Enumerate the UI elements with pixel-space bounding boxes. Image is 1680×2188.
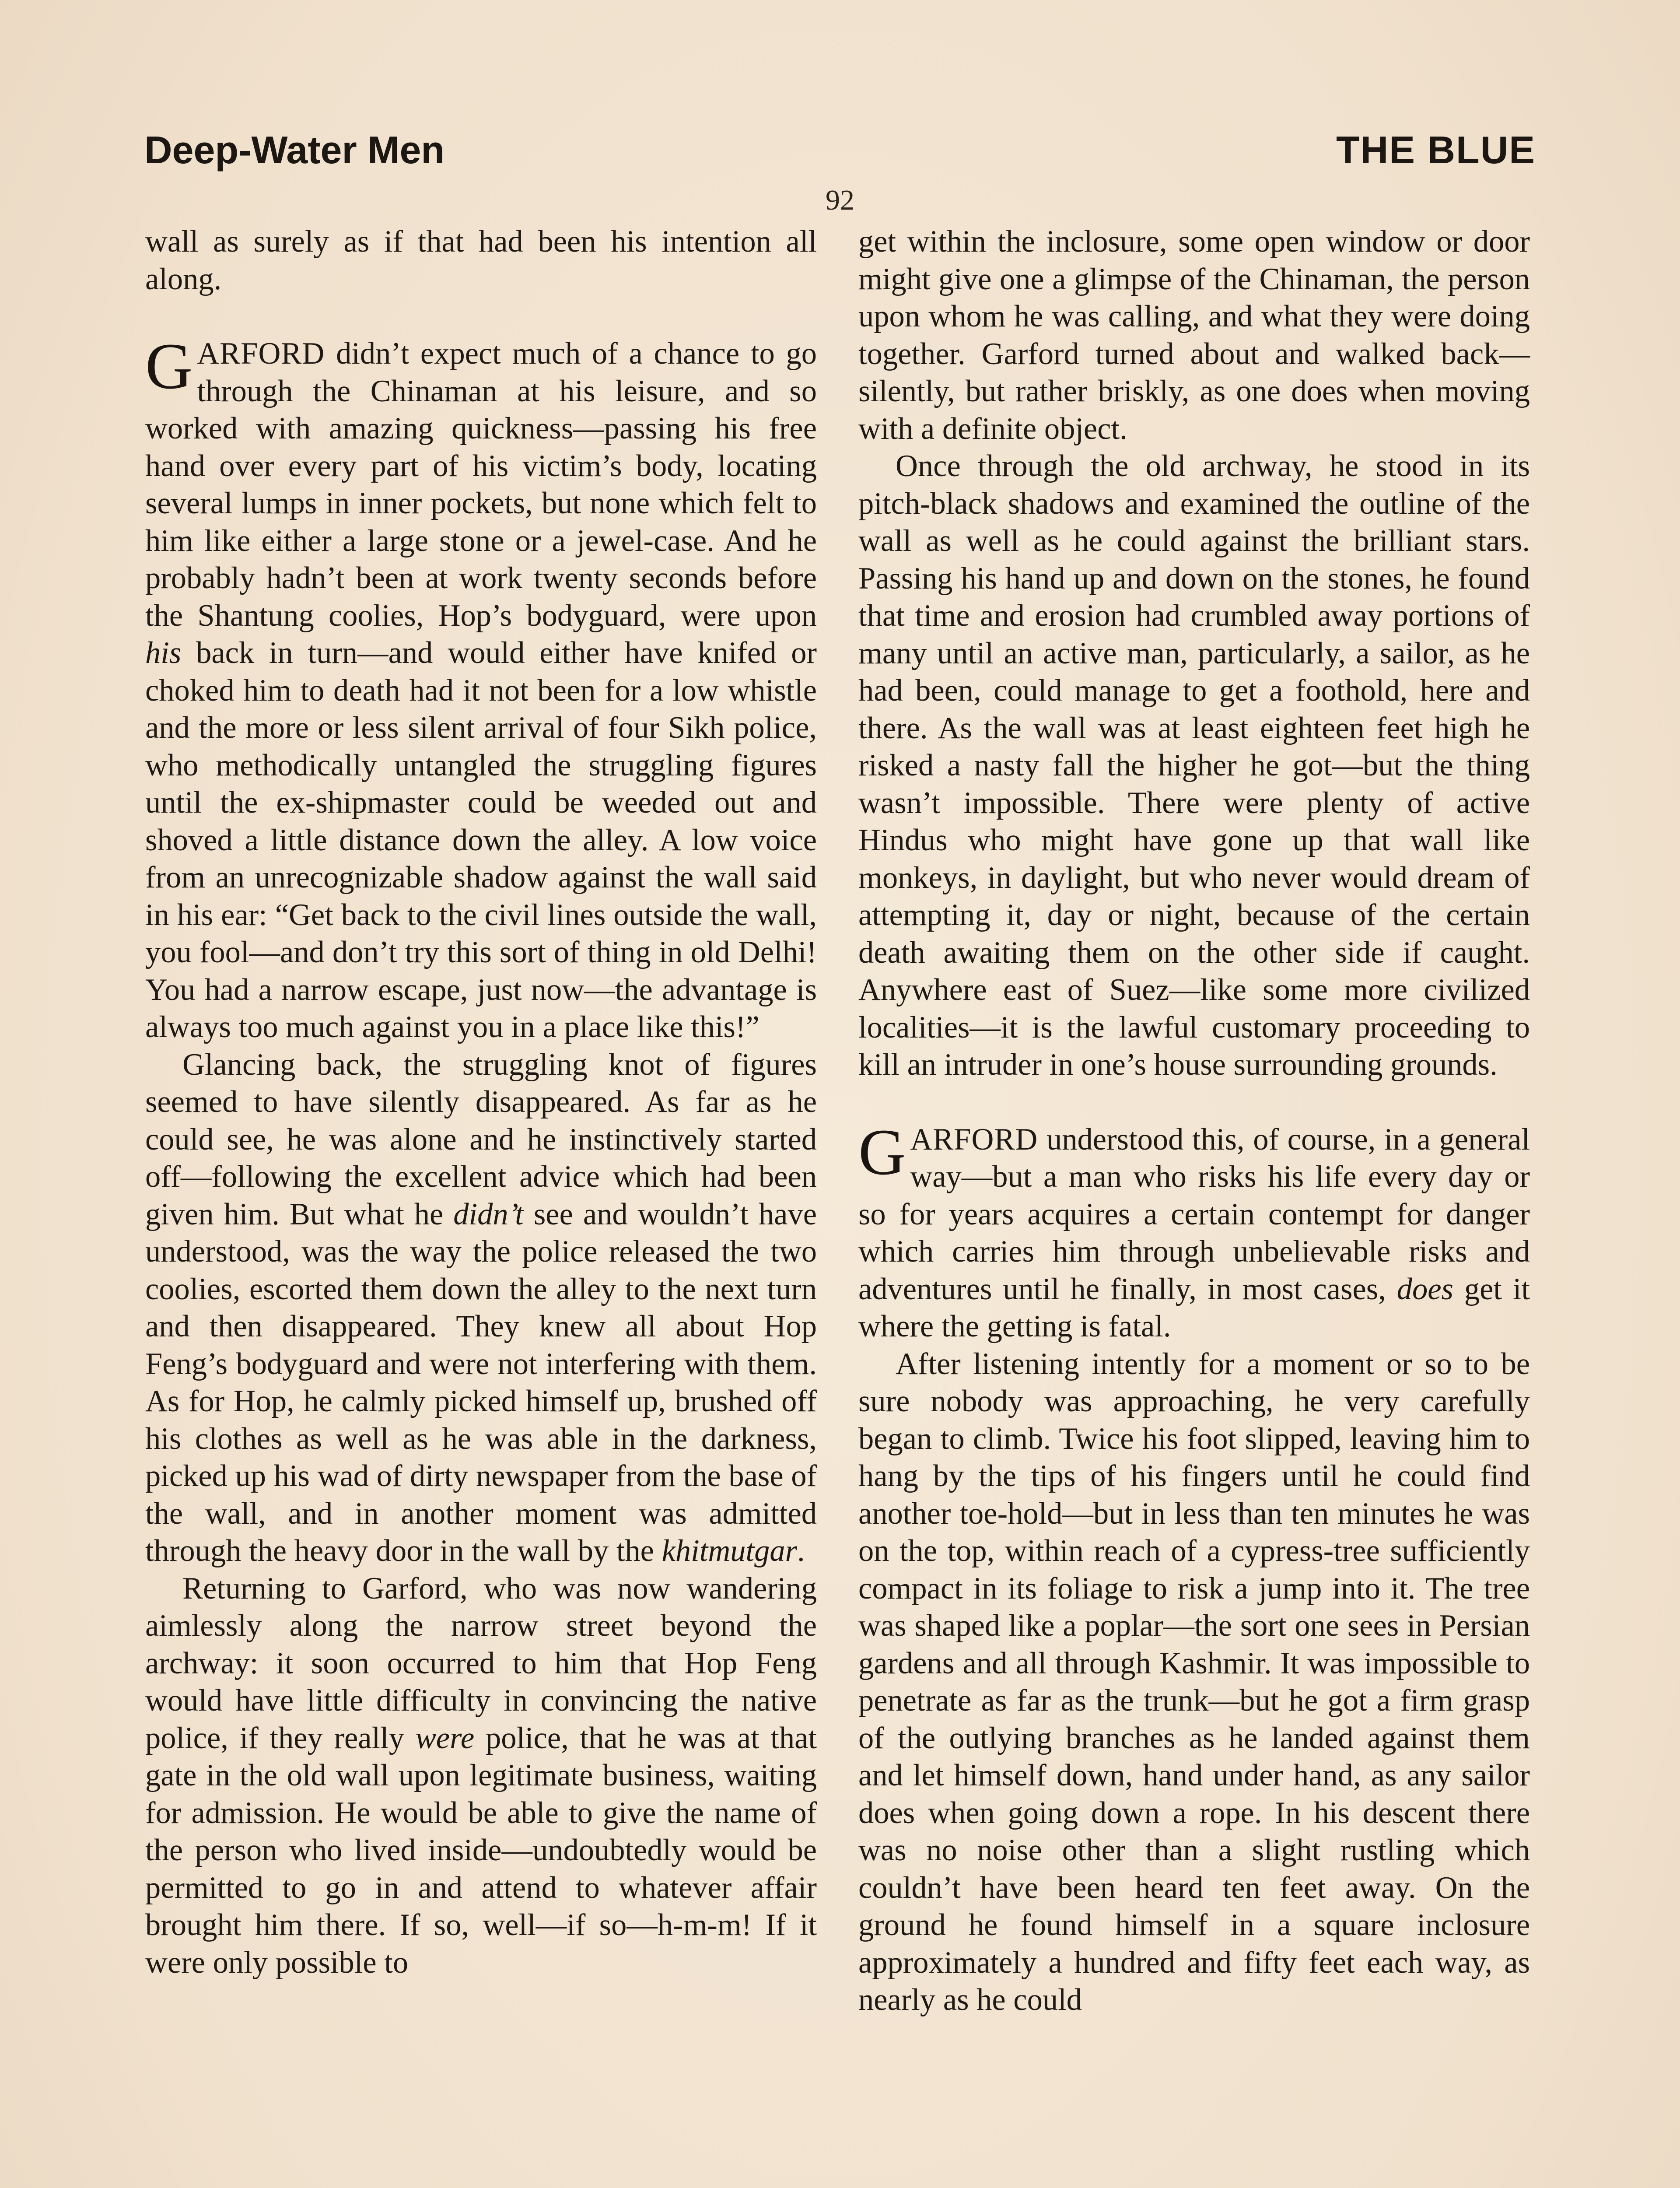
running-head-magazine: THE BLUE xyxy=(1336,128,1536,172)
running-head-title: Deep-Water Men xyxy=(144,128,445,172)
paragraph-text: see and wouldn’t have understood, was the way the police released the two coolies, escorted them down the alley to the next turn and then disappeared. They knew all about Hop Feng’s bodyguard and were not interfering with them. As for Hop, he calmly picked himself up, brushed off his clothes as well as he was able in the darkness, picked up his wad of dirty newspaper from the base of the wall, and in another moment was admitted through the heavy door in the wall by the xyxy=(145,1197,817,1568)
paragraph-dropcap xyxy=(858,1115,1530,1346)
italic-word: didn’t xyxy=(453,1197,524,1231)
italic-word: does xyxy=(1396,1272,1453,1306)
paragraph xyxy=(145,1570,817,1982)
paragraph: Once through the old archway, he stood in its pitch-black shadows and examined the outline of the wall as well as he could against the brilliant stars. Passing his hand up and down on the stones, he found that time and erosion had crumbled away portions of many until an active man, particularly, a sailor, as he had been, could manage to get a foothold, here and there. As the wall was at least eighteen feet high he risked a nasty fall the higher he got—but the thing wasn’t impossible. There were plenty of active Hindus who might have gone up that wall like monkeys, in daylight, but who never would dream of attempting it, day or night, because of the certain death awaiting them on the other side if caught. Anywhere east of Suez—like some more civilized localities—it is the lawful customary proceeding to kill an intruder in one’s house surrounding grounds. xyxy=(858,449,1530,1082)
italic-word: his xyxy=(145,636,182,670)
page-number: 92 xyxy=(826,184,854,216)
left-column xyxy=(145,223,817,1981)
right-column xyxy=(858,223,1530,2019)
italic-word: were xyxy=(415,1721,475,1755)
paragraph-text: get it where the getting is fatal. xyxy=(858,1272,1530,1343)
paragraph: wall as surely as if that had been his intention all along. xyxy=(145,224,817,296)
italic-word: khitmutgar xyxy=(662,1534,798,1568)
drop-cap: G xyxy=(145,330,193,403)
drop-cap: G xyxy=(858,1115,906,1189)
paragraph: get within the inclosure, some open window or door might give one a glimpse of the Chinaman, the person upon whom he was calling, and what they were doing together. Garford turned about and walked back—silently, but rather briskly, as one does when moving with a definite object. xyxy=(858,224,1530,446)
paragraph-text: didn’t expect much of a chance to go through the Chinaman at his leisure, and so worked with amazing quickness—passing his free hand over every part of his victim’s body, locating several lumps in inner pockets, but none which felt to him like either a large stone or a jewel-case. And he probably hadn’t been at work twenty seconds before the Shantung coolies, Hop’s bodyguard, were upon xyxy=(145,337,817,633)
paragraph-text: Returning to Garford, who was now wandering aimlessly along the narrow street beyond the archway: it soon occurred to him that Hop Feng would have little difficulty in convincing the native police, if they really xyxy=(145,1571,817,1755)
paragraph xyxy=(145,1046,817,1570)
paragraph-text: police, that he was at that gate in the old wall upon legitimate business, waiting for admission. He would be able to give the name of the person who lived inside—undoubtedly would be permitted to go in and attend to whatever affair brought him there. If so, well—if so—h-m-m! If it were only possible to xyxy=(145,1721,817,1980)
paragraph: After listening intently for a moment or so to be sure nobody was approaching, he very carefully began to climb. Twice his foot slipped, leaving him to hang by the tips of his fingers until he could find another toe-hold—but in less than ten minutes he was on the top, within reach of a cypress-tree sufficiently compact in its foliage to risk a jump into it. The tree was shaped like a poplar—the sort one sees in Persian gardens and all through Kashmir. It was impossible to penetrate as far as the trunk—but he got a firm grasp of the outlying branches as he landed against them and let himself down, hand under hand, as any sailor does when going down a rope. In his descent there was no noise other than a slight rustling which couldn’t have been heard ten feet away. On the ground he found himself in a square inclosure approximately a hundred and fifty feet each way, as nearly as he could xyxy=(858,1346,1530,2017)
paragraph-dropcap xyxy=(145,330,817,1046)
smallcaps-word: ARFORD xyxy=(910,1122,1038,1157)
paragraph-text: . xyxy=(797,1534,805,1568)
smallcaps-word: ARFORD xyxy=(197,337,325,371)
paragraph-text: Glancing back, the struggling knot of figures seemed to have silently disappeared. As far as he could see, he was alone and he instinctively started off—following the excellent advice which had been given him. But what he xyxy=(145,1047,817,1231)
paragraph-text: back in turn—and would either have knifed or choked him to death had it not been for a low whistle and the more or less silent arrival of four Sikh police, who methodically untangled the struggling figures until the ex-shipmaster could be weeded out and shoved a little distance down the alley. A low voice from an unrecognizable shadow against the wall said in his ear: “Get back to the civil lines outside the wall, you fool—and don’t try this sort of thing in old Delhi! You had a narrow escape, just now—the advantage is always too much against you in a place like this!” xyxy=(145,636,817,1044)
paragraph-text: understood this, of course, in a general way—but a man who risks his life every day or so for years acquires a certain contempt for danger which carries him through unbelievable risks and adventures until he finally, in most cases, xyxy=(858,1122,1530,1306)
